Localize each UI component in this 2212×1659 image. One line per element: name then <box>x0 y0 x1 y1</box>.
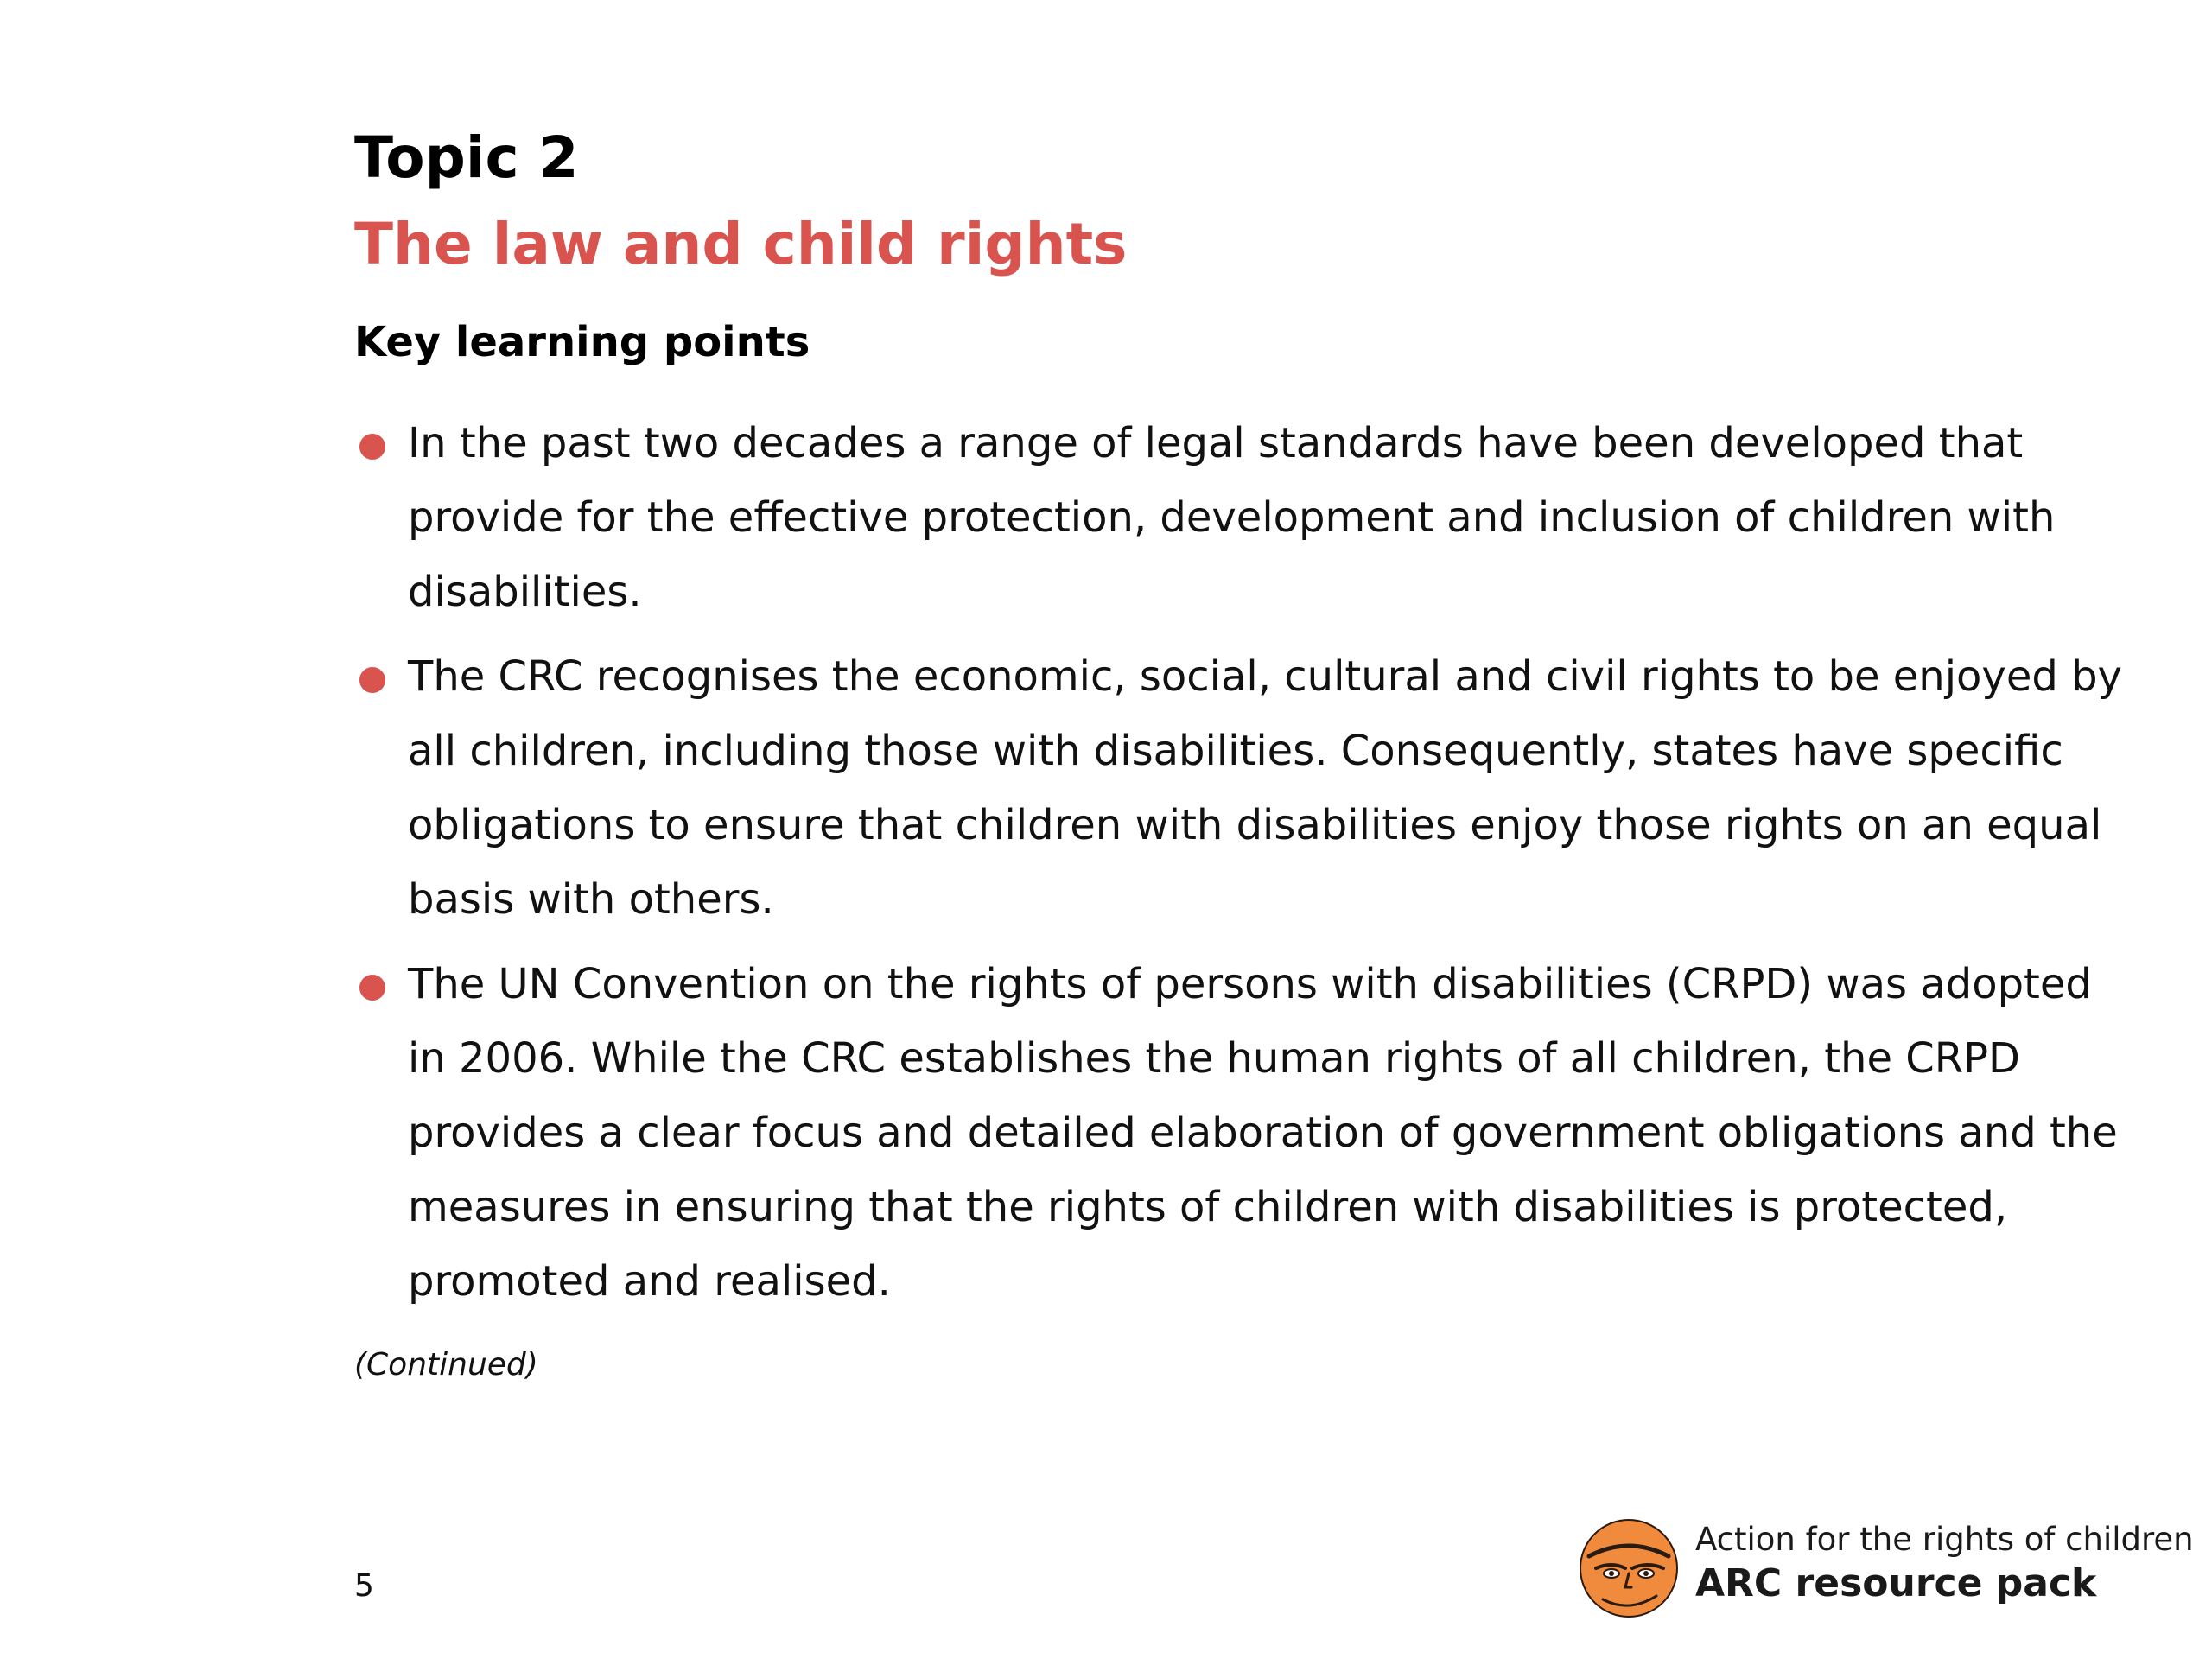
logo-name: ARC resource pack <box>1695 1561 2097 1605</box>
logo-tagline: Action for the rights of children <box>1695 1521 2194 1558</box>
arc-logo <box>1577 1516 2194 1629</box>
continued-note: (Continued) <box>354 1347 538 1382</box>
learning-point-text: In the past two decades a range of legal standards have been developed that provide for the effective protection, development and inclusion of children with disabilities. <box>408 419 2056 616</box>
topic-number: Topic 2 <box>354 124 579 191</box>
learning-point <box>354 639 2134 937</box>
bullet-dot-icon <box>359 975 385 1001</box>
learning-points-list <box>354 406 2134 1329</box>
bullet-dot-icon <box>359 434 385 460</box>
learning-point <box>354 406 2134 629</box>
learning-point-text: The UN Convention on the rights of persons with disabilities (CRPD) was adopted in 2006. While the CRC establishes the human rights of all children, the CRPD provides a clear focus and detailed elaboration of government obligations and the measures in ensuring that the rights of children with disabilities is protected, promoted and realised. <box>408 960 2118 1306</box>
page-number: 5 <box>354 1568 374 1604</box>
arc-face-logo-icon <box>1577 1516 1681 1620</box>
learning-point-text: The CRC recognises the economic, social, cultural and civil rights to be enjoyed by all children, including those with disabilities. Consequently, states have specific obligations to ensure that children with disabilities enjoy those rights on an equal basis with others. <box>408 652 2122 924</box>
bullet-dot-icon <box>359 667 385 693</box>
topic-title: The law and child rights <box>354 211 1128 277</box>
learning-point <box>354 947 2134 1319</box>
section-heading: Key learning points <box>354 318 810 366</box>
